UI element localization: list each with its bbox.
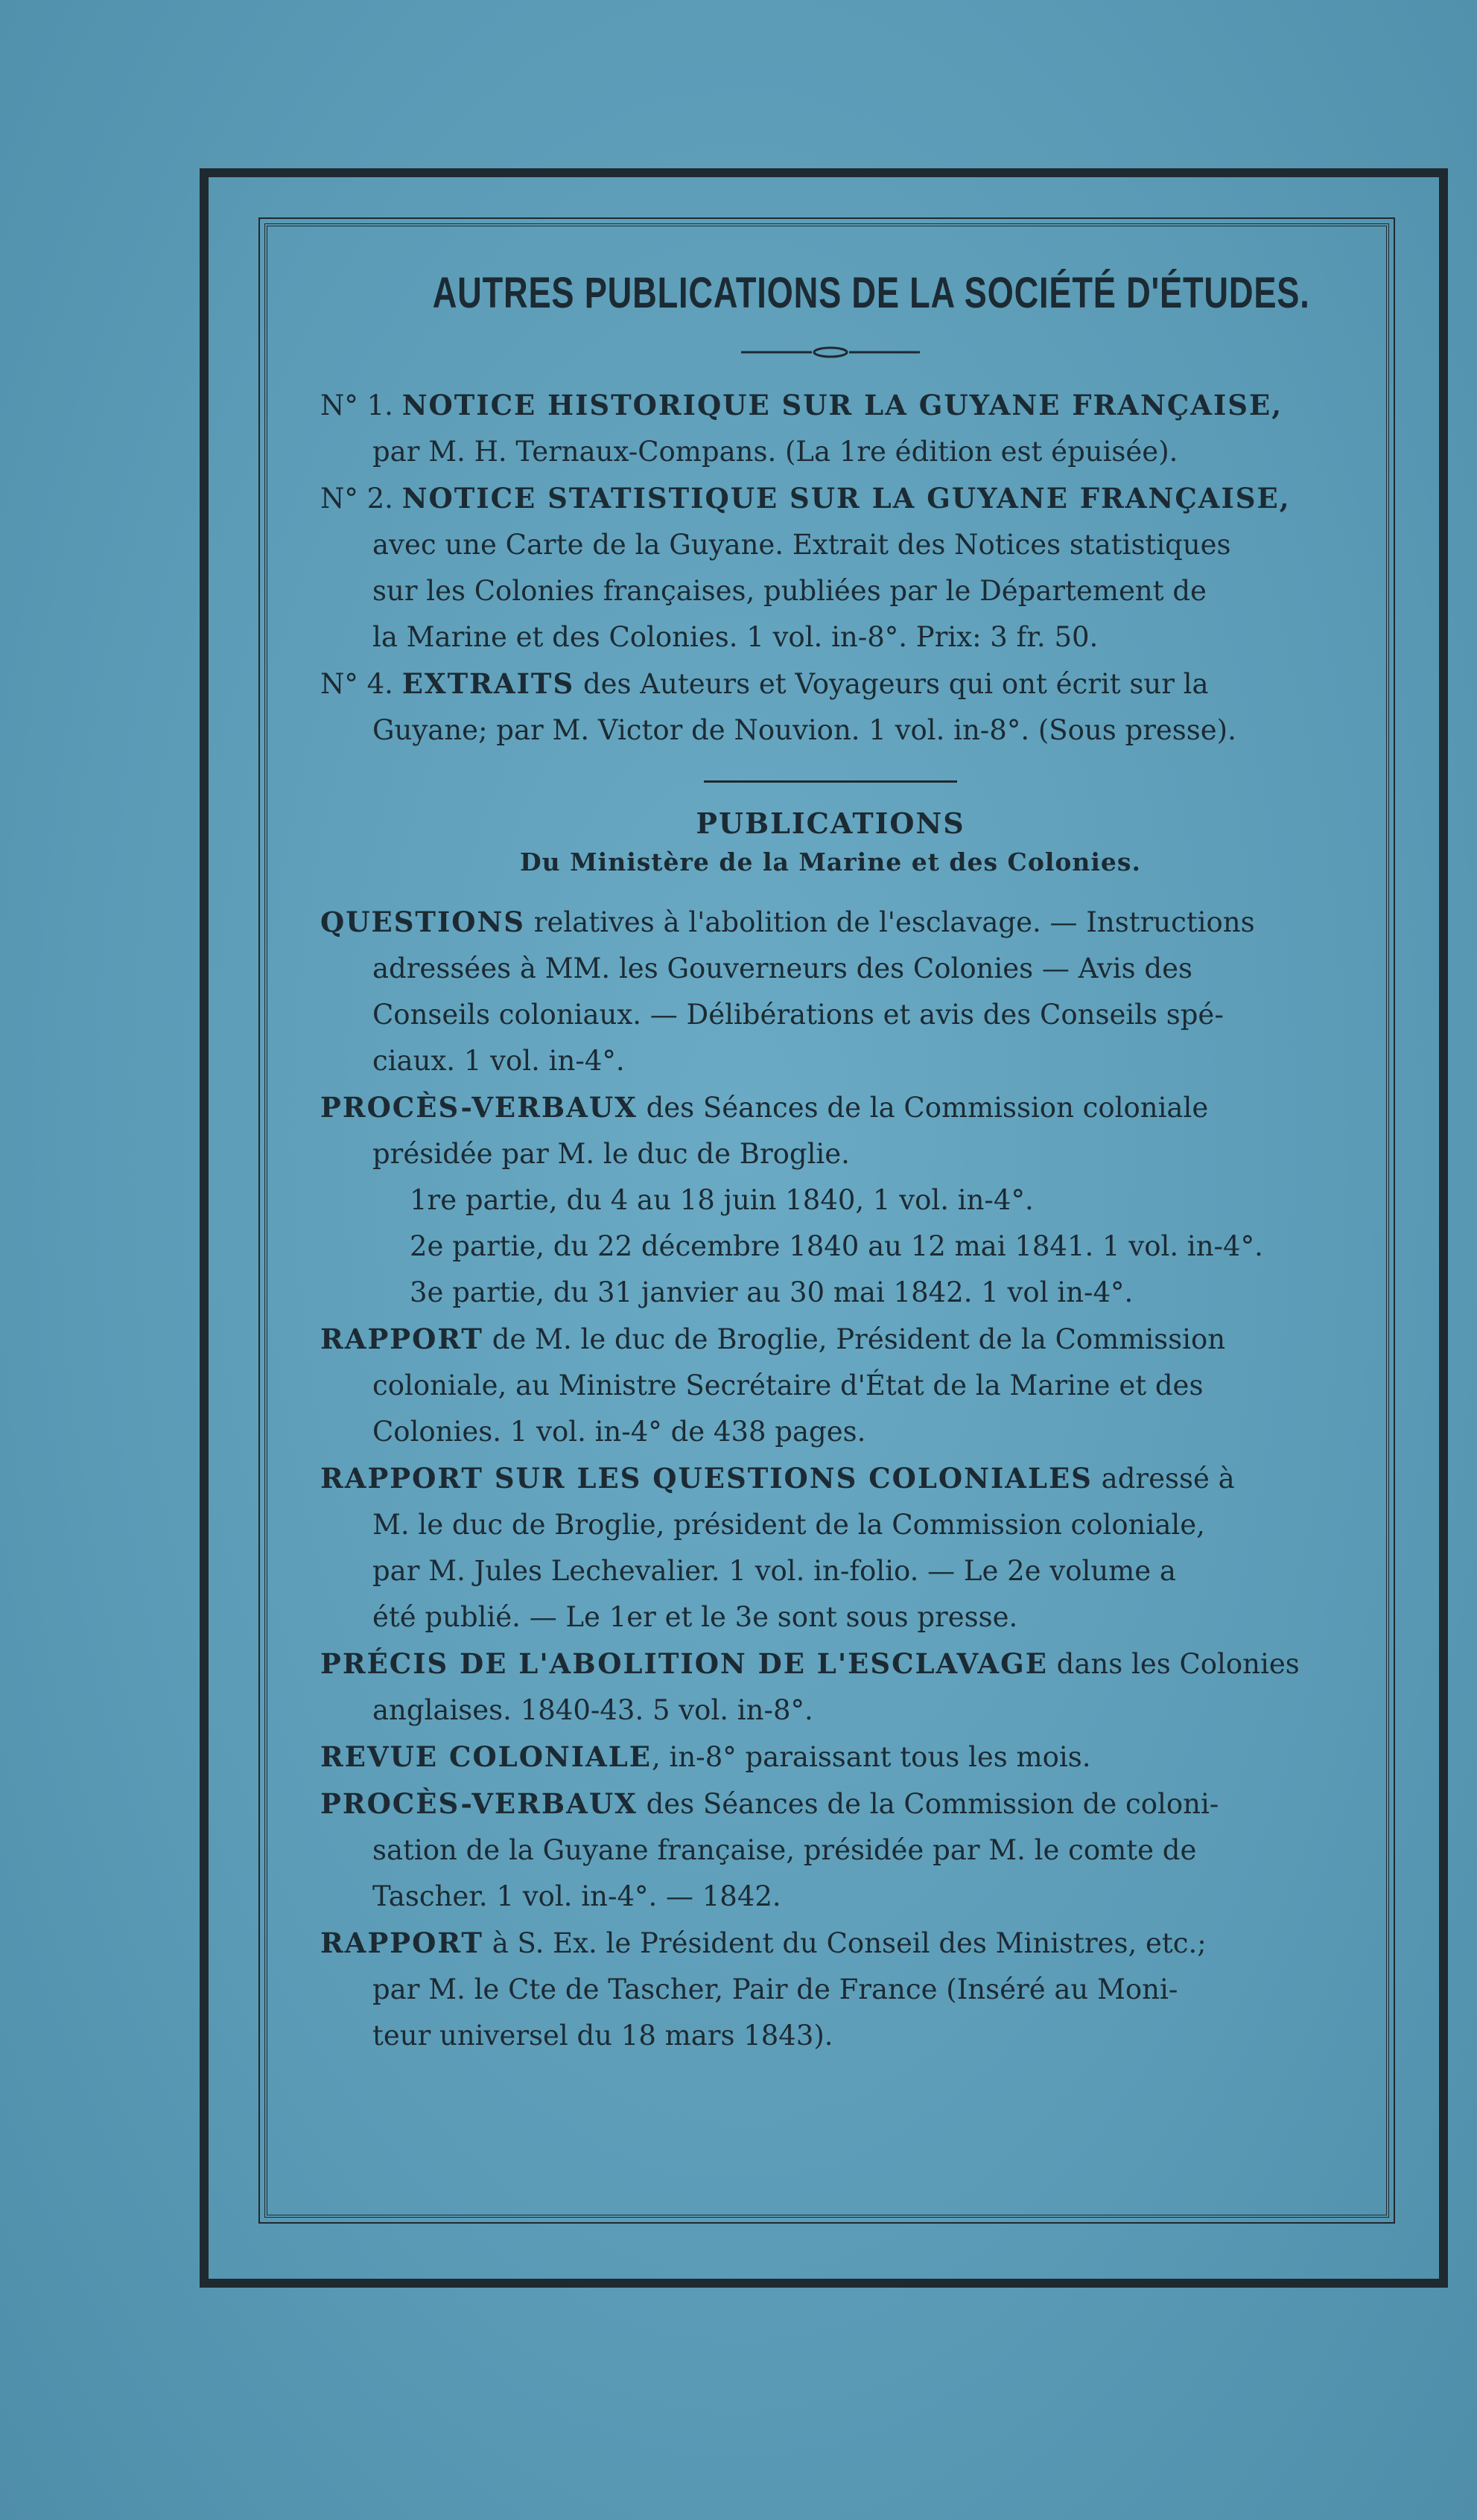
notice-first-line <box>320 382 1341 429</box>
publication-tail: des Séances de la Commission coloniale <box>637 1092 1209 1124</box>
publication-line: sation de la Guyane française, présidée par M. le comte de <box>372 1834 1197 1866</box>
section-title: PUBLICATIONS <box>696 806 965 840</box>
notice-first-line <box>320 661 1341 707</box>
notice-line: par M. H. Ternaux-Compans. (La 1re édition est épuisée). <box>372 436 1178 468</box>
publication-heading: RAPPORT <box>320 1926 483 1959</box>
notice-entry <box>320 661 1341 754</box>
publication-heading: PROCÈS-VERBAUX <box>320 1091 638 1124</box>
publication-line: coloniale, au Ministre Secrétaire d'État de la Marine et des <box>372 1369 1204 1401</box>
publication-first-line <box>320 1734 1341 1781</box>
publication-first-line <box>320 899 1341 946</box>
publication-tail: relatives à l'abolition de l'esclavage. — Instructions <box>525 906 1255 938</box>
page-title: AUTRES PUBLICATIONS DE LA SOCIÉTÉ D'ÉTUDES. <box>432 269 1310 317</box>
publication-tail: , in-8° paraissant tous les mois. <box>652 1741 1091 1773</box>
notice-line: la Marine et des Colonies. 1 vol. in-8°. Prix: 3 fr. 50. <box>372 621 1099 653</box>
publication-first-line <box>320 1920 1341 1967</box>
publication-line: Tascher. 1 vol. in-4°. — 1842. <box>372 1880 781 1912</box>
publication-line: anglaises. 1840-43. 5 vol. in-8°. <box>372 1694 813 1726</box>
notice-line: Guyane; par M. Victor de Nouvion. 1 vol. in-8°. (Sous presse). <box>372 714 1236 746</box>
notice-entry <box>320 382 1341 475</box>
notices-list <box>320 382 1341 754</box>
publication-tail: des Séances de la Commission de coloni- <box>637 1788 1219 1820</box>
notice-line: sur les Colonies françaises, publiées par le Département de <box>372 575 1207 607</box>
publication-heading: RAPPORT <box>320 1323 483 1355</box>
publication-entry <box>320 1316 1341 1455</box>
publication-entry <box>320 1455 1341 1641</box>
publication-line: présidée par M. le duc de Broglie. <box>372 1138 850 1170</box>
publication-line: Conseils coloniaux. — Délibérations et avis des Conseils spé- <box>372 999 1224 1031</box>
publication-entry <box>320 1781 1341 1920</box>
publication-entry <box>320 1084 1341 1316</box>
section-subtitle: Du Ministère de la Marine et des Colonies. <box>520 847 1141 876</box>
notice-line: avec une Carte de la Guyane. Extrait des Notices statistiques <box>372 529 1231 561</box>
notice-number: N° 1. <box>320 389 393 421</box>
publication-entry <box>320 1920 1341 2059</box>
publication-heading: REVUE COLONIALE <box>320 1740 652 1773</box>
publication-entry <box>320 1734 1341 1781</box>
publication-entry <box>320 899 1341 1084</box>
publication-first-line <box>320 1316 1341 1363</box>
title-ornament <box>320 345 1341 360</box>
publication-heading: QUESTIONS <box>320 906 526 938</box>
publication-heading: PRÉCIS DE L'ABOLITION DE L'ESCLAVAGE <box>320 1647 1048 1680</box>
publication-heading: RAPPORT SUR LES QUESTIONS COLONIALES <box>320 1462 1093 1495</box>
publication-first-line <box>320 1455 1341 1502</box>
publication-line: par M. le Cte de Tascher, Pair de France (Inséré au Moni- <box>372 1973 1178 2005</box>
publications-list <box>320 899 1341 2059</box>
publication-line: ciaux. 1 vol. in-4°. <box>372 1045 625 1077</box>
notice-heading: EXTRAITS <box>401 667 575 700</box>
notice-tail: des Auteurs et Voyageurs qui ont écrit sur la <box>574 668 1209 700</box>
publication-tail: adressé à <box>1092 1463 1235 1495</box>
publication-line: teur universel du 18 mars 1843). <box>372 2020 833 2052</box>
notice-heading: NOTICE HISTORIQUE SUR LA GUYANE FRANÇAISE, <box>401 389 1283 421</box>
publication-entry <box>320 1641 1341 1734</box>
publication-first-line <box>320 1641 1341 1687</box>
publication-part: 1re partie, du 4 au 18 juin 1840, 1 vol. in-4°. <box>410 1184 1034 1216</box>
publication-line: par M. Jules Lechevalier. 1 vol. in-folio. — Le 2e volume a <box>372 1555 1176 1587</box>
publication-heading: PROCÈS-VERBAUX <box>320 1787 638 1820</box>
publication-line: Colonies. 1 vol. in-4° de 438 pages. <box>372 1416 866 1448</box>
publication-line: été publié. — Le 1er et le 3e sont sous presse. <box>372 1601 1018 1633</box>
notice-entry <box>320 475 1341 661</box>
notice-number: N° 2. <box>320 483 393 515</box>
publication-part: 2e partie, du 22 décembre 1840 au 12 mai 1841. 1 vol. in-4°. <box>410 1230 1263 1262</box>
publication-tail: à S. Ex. le Président du Conseil des Ministres, etc.; <box>483 1927 1207 1959</box>
publication-tail: de M. le duc de Broglie, Président de la Commission <box>483 1323 1226 1355</box>
section-divider <box>320 771 1341 786</box>
notice-first-line <box>320 475 1341 522</box>
notice-number: N° 4. <box>320 668 393 700</box>
notice-heading: NOTICE STATISTIQUE SUR LA GUYANE FRANÇAISE, <box>401 482 1291 515</box>
publication-first-line <box>320 1084 1341 1131</box>
page-content <box>320 253 1341 2204</box>
publication-part: 3e partie, du 31 janvier au 30 mai 1842. 1 vol in-4°. <box>410 1276 1134 1308</box>
publication-line: M. le duc de Broglie, président de la Commission coloniale, <box>372 1509 1205 1541</box>
publication-tail: dans les Colonies <box>1047 1648 1300 1680</box>
publication-line: adressées à MM. les Gouverneurs des Colonies — Avis des <box>372 952 1192 984</box>
publication-first-line <box>320 1781 1341 1827</box>
